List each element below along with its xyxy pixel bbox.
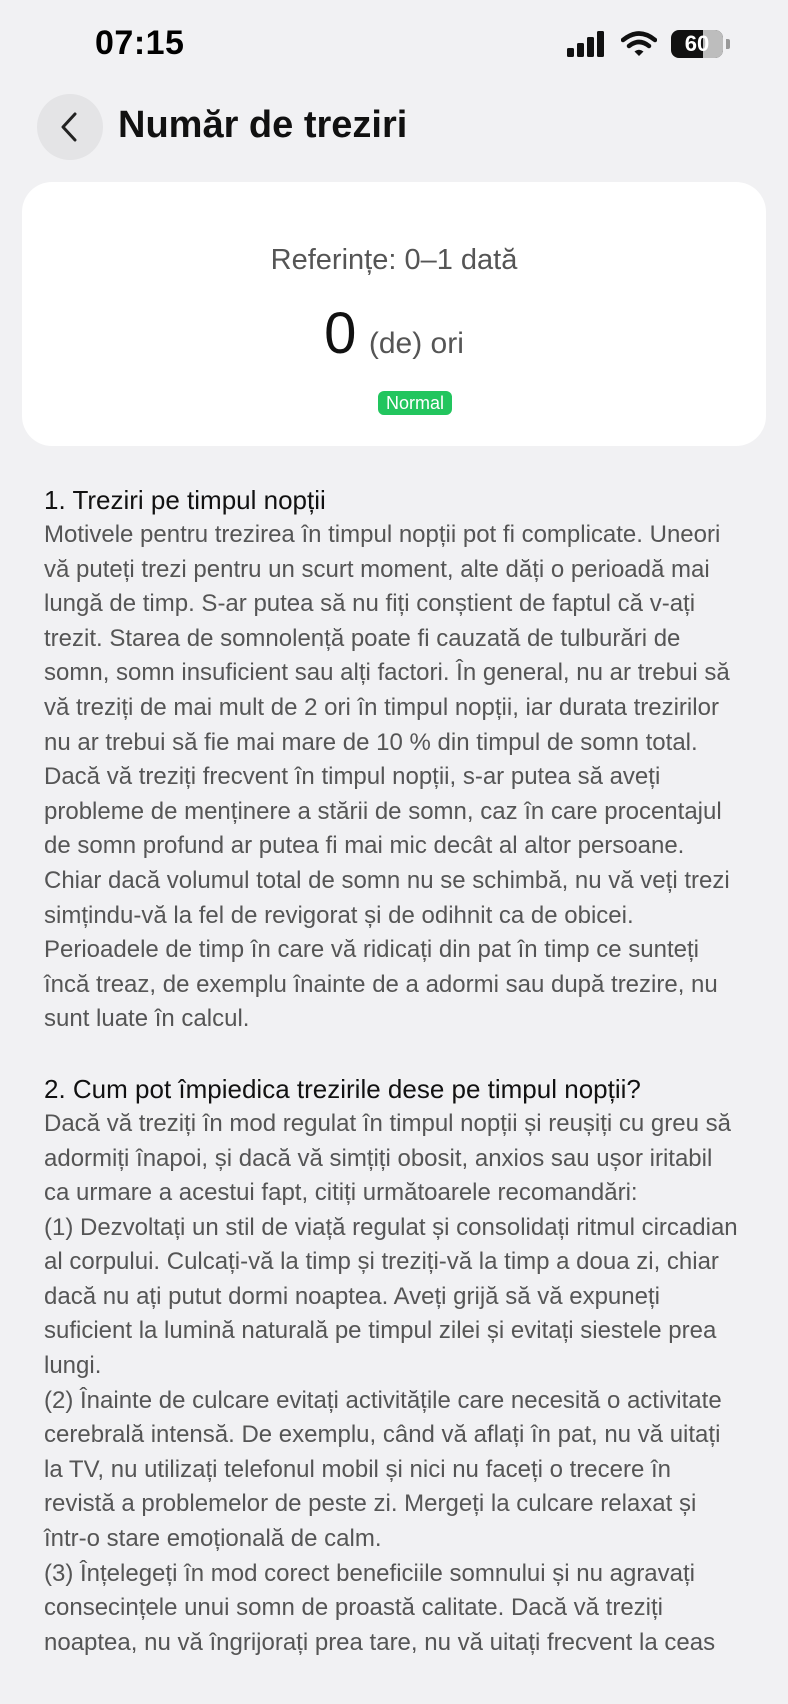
section-night-wakeups <box>44 482 744 1037</box>
section-heading: 1. Treziri pe timpul nopții <box>44 485 326 515</box>
info-article <box>44 482 744 1694</box>
wakeups-unit: (de) ori <box>368 327 464 360</box>
section-paragraph: (3) Înțelegeți în mod corect beneficiile somnului și nu agravați consecințele unui somn de proastă calitate. Dacă vă treziți noaptea, nu vă îngrijorați prea tare, nu vă uitați frecvent la ceas <box>44 1559 716 1656</box>
section-prevention <box>44 1071 744 1661</box>
back-button[interactable] <box>37 94 103 160</box>
wakeups-count: 0 <box>324 301 357 366</box>
section-heading: 2. Cum pot împiedica trezirile dese pe timpul nopții? <box>44 1073 641 1104</box>
summary-card <box>22 182 766 446</box>
status-time: 07:15 <box>95 24 185 62</box>
battery-indicator <box>671 30 730 58</box>
status-icons <box>567 30 730 58</box>
page-title: Număr de treziri <box>118 104 408 146</box>
section-paragraph: Perioadele de timp în care vă ridicați din pat în timp ce sunteți încă treaz, de exemplu înainte de a adormi sau după trezire, nu sunt luate în calcul. <box>44 936 718 1033</box>
battery-level: 60 <box>684 31 710 56</box>
section-paragraph: Dacă vă treziți în mod regulat în timpul nopții și reușiți cu greu să adormiți înapoi, și dacă vă simțiți obosit, anxios sau ușor iritabil ca urmare a acestui fapt, citiți următoarele recomandări: <box>44 1109 731 1207</box>
app-header <box>0 92 788 182</box>
wifi-icon <box>621 31 657 57</box>
reference-range: Referințe: 0–1 dată <box>270 244 518 276</box>
section-paragraph: (1) Dezvoltați un stil de viață regulat și consolidați ritmul circadian al corpului. Culcați-vă la timp și treziți-vă la timp a doua zi, chiar dacă nu ați putut dormi noaptea. Aveți grijă să vă expuneți suficient la lumină naturală pe timpul zilei și evitați siestele prea lungi. <box>44 1213 738 1380</box>
value-row <box>22 300 766 367</box>
status-badge: Normal <box>378 391 452 415</box>
section-paragraph: Motivele pentru trezirea în timpul nopții pot fi complicate. Uneori vă puteți trezi pentru un scurt moment, alte dăți o perioadă mai lungă de timp. S-ar putea să nu fiți conștient de faptul că v-ați trezit. Starea de somnolență poate fi cauzată de tulburări de somn, somn insuficient sau alți factori. În general, nu ar trebui să vă treziți de mai mult de 2 ori în timpul nopții, iar durata trezirilor nu ar trebui să fie mai mare de 10 % din timpul de somn total. Dacă vă treziți frecvent în timpul nopții, s-ar putea să aveți probleme de menținere a stării de somn, caz în care procentajul de somn profund ar putea fi mai mic decât al altor persoane. Chiar dacă volumul total de somn nu se schimbă, nu vă veți trezi simțindu-vă la fel de revigorat și de odihnit ca de obicei. <box>44 521 730 929</box>
battery-icon <box>671 30 723 58</box>
section-paragraph: (2) Înainte de culcare evitați activitățile care necesită o activitate cerebrală intensă. De exemplu, când vă aflați în pat, nu vă uitați la TV, nu utilizați telefonul mobil și nici nu faceți o trecere în revistă a problemelor de peste zi. Mergeți la culcare relaxat și într-o stare emoțională de calm. <box>44 1386 722 1553</box>
chevron-left-icon <box>58 110 82 144</box>
status-bar <box>0 0 788 92</box>
cellular-signal-icon <box>567 31 607 57</box>
